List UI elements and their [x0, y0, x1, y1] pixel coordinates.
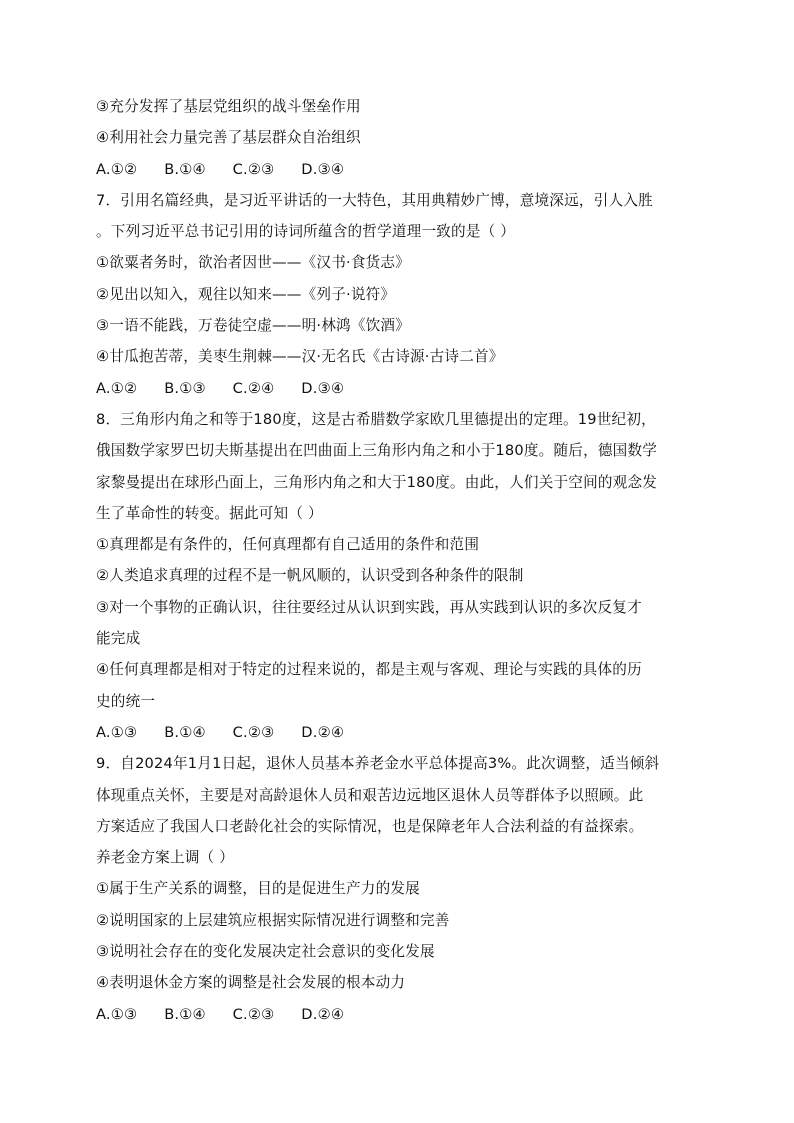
q7-stem-cont: 。下列习近平总书记引用的诗词所蕴含的哲学道理一致的是（ ）: [96, 223, 516, 241]
q8-statement-4-cont: 史的统一: [96, 692, 156, 710]
q8-stem-cont-2: 家黎曼提出在球形凸面上，三角形内角之和大于180度。由此，人们关于空间的观念发: [96, 473, 658, 491]
q8-statement-1: ①真理都是有条件的，任何真理都有自己适用的条件和范围: [96, 536, 480, 554]
q9-option-c: C.②③: [232, 1005, 275, 1023]
q6-option-b: B.①④: [164, 160, 206, 178]
q7-statement-2: ②见出以知入，观往以知来——《列子·说符》: [96, 285, 396, 303]
q9-stem-cont-1: 体现重点关怀，主要是对高龄退休人员和艰苦边远地区退休人员等群体予以照顾。此: [96, 786, 644, 804]
q8-option-b: B.①④: [164, 723, 206, 741]
q6-option-a: A.①②: [96, 160, 138, 178]
q9-stem-cont-3: 养老金方案上调（ ）: [96, 849, 234, 867]
q7-stem: 7．引用名篇经典，是习近平讲话的一大特色，其用典精妙广博，意境深远，引人入胜: [96, 191, 653, 209]
q9-statement-2: ②说明国家的上层建筑应根据实际情况进行调整和完善: [96, 911, 450, 929]
q7-option-c: C.②④: [232, 379, 275, 397]
q6-option-c: C.②③: [232, 160, 275, 178]
q6-option-d: D.③④: [301, 160, 345, 178]
q7-statement-4: ④甘瓜抱苦蒂，美枣生荆棘——汉·无名氏《古诗源·古诗二首》: [96, 348, 504, 366]
q8-stem-cont-1: 俄国数学家罗巴切夫斯基提出在凹曲面上三角形内角之和小于180度。随后，德国数学: [96, 442, 658, 460]
q9-statement-3: ③说明社会存在的变化发展决定社会意识的变化发展: [96, 943, 435, 961]
exam-page: [96, 91, 706, 1030]
q8-stem-cont-3: 生了革命性的转变。据此可知（ ）: [96, 504, 323, 522]
q9-options: [96, 999, 706, 1030]
q9-stem: 9．自2024年1月1日起，退休人员基本养老金水平总体提高3%。此次调整，适当倾斜: [96, 755, 660, 773]
q7-statement-1: ①欲粟者务时，欲治者因世——《汉书·食货志》: [96, 254, 410, 272]
q9-option-a: A.①③: [96, 1005, 138, 1023]
q6-options: [96, 154, 706, 185]
q7-statement-3: ③一语不能践，万卷徒空虚——明·林鸿《饮酒》: [96, 317, 410, 335]
q7-option-b: B.①③: [164, 379, 206, 397]
q7-option-a: A.①②: [96, 379, 138, 397]
q8-statement-3-cont: 能完成: [96, 630, 141, 648]
q9-stem-cont-2: 方案适应了我国人口老龄化社会的实际情况，也是保障老年人合法利益的有益探索。: [96, 817, 644, 835]
q8-option-c: C.②③: [232, 723, 275, 741]
q6-statement-4: ④利用社会力量完善了基层群众自治组织: [96, 129, 361, 147]
q7-options: [96, 373, 706, 404]
q9-option-d: D.②④: [301, 1005, 345, 1023]
q8-stem: 8．三角形内角之和等于180度，这是古希腊数学家欧几里德提出的定理。19世纪初，: [96, 410, 656, 428]
q8-statement-3: ③对一个事物的正确认识，往往要经过从认识到实践，再从实践到认识的多次反复才: [96, 598, 642, 616]
q8-options: [96, 717, 706, 748]
q8-option-a: A.①③: [96, 723, 138, 741]
q9-statement-4: ④表明退休金方案的调整是社会发展的根本动力: [96, 974, 406, 992]
q8-statement-4: ④任何真理都是相对于特定的过程来说的，都是主观与客观、理论与实践的具体的历: [96, 661, 642, 679]
q8-statement-2: ②人类追求真理的过程不是一帆风顺的，认识受到各种条件的限制: [96, 567, 524, 585]
q9-statement-1: ①属于生产关系的调整，目的是促进生产力的发展: [96, 880, 420, 898]
q9-option-b: B.①④: [164, 1005, 206, 1023]
q7-option-d: D.③④: [301, 379, 345, 397]
q6-statement-3: ③充分发挥了基层党组织的战斗堡垒作用: [96, 98, 361, 115]
q8-option-d: D.②④: [301, 723, 345, 741]
